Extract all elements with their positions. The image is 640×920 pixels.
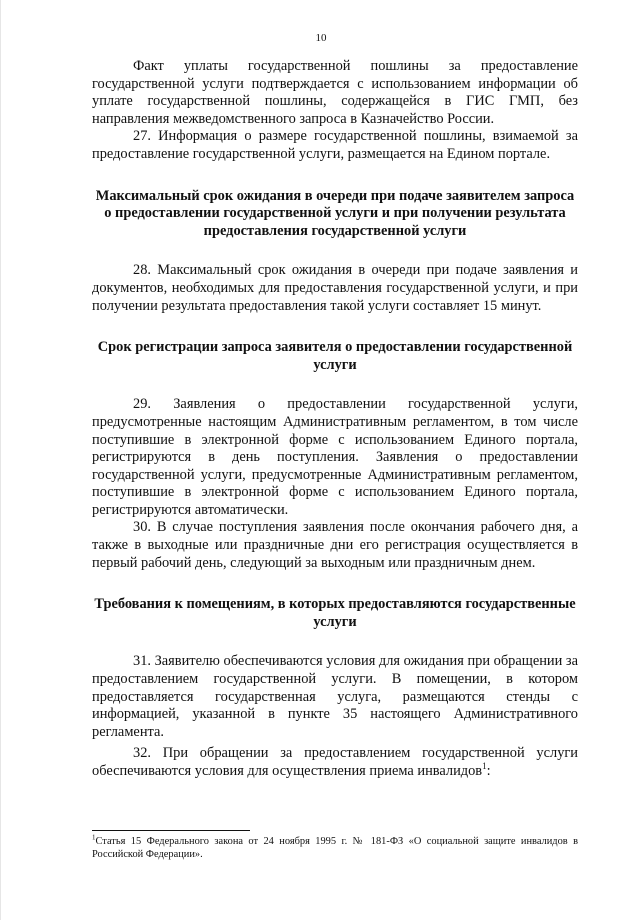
paragraph-32-end: : xyxy=(486,763,491,779)
paragraph-32 xyxy=(92,745,578,780)
paragraph-31: 31. Заявителю обеспечиваются условия для ожидания при обращении за предоставлением государственной услуги. В помещении, в котором предоставляется государственная услуга, размещаются стенды с информацией, указанной в пункте 35 настоящего Административного регламента. xyxy=(92,653,578,740)
paragraph-27: 27. Информация о размере государственной пошлины, взимаемой за предоставление государственной услуги, размещается на Едином портале. xyxy=(92,128,578,162)
paragraph-29: 29. Заявления о предоставлении государственной услуги, предусмотренные настоящим Административным регламентом, в том числе поступившие в электронной форме с использованием Единого портала, регистрируются в день поступления. Заявления о предоставлении государственной услуги, предусмотренные Административным регламентом, поступившие в электронной форме с использованием Единого портала, регистрируются автоматически. xyxy=(92,396,578,518)
heading-max-wait: Максимальный срок ожидания в очереди при подаче заявителем запроса о предоставлении государственной услуги и при получении результата предоставления государственной услуги xyxy=(95,187,575,239)
heading-registration-term: Срок регистрации запроса заявителя о предоставлении государственной услуги xyxy=(97,339,573,373)
page-content xyxy=(92,58,578,781)
page-number: 10 xyxy=(315,32,327,44)
footnote xyxy=(92,835,578,861)
paragraph-fee-payment: Факт уплаты государственной пошлины за предоставление государственной услуги подтверждается с использованием информации об уплате государственной пошлины, содержащейся в ГИС ГМП, без направления межведомственного запроса в Казначейство России. xyxy=(92,58,578,127)
paragraph-28: 28. Максимальный срок ожидания в очереди при подаче заявления и документов, необходимых для предоставления государственной услуги, и при получении результата предоставления такой услуги составляет 15 минут. xyxy=(92,262,578,314)
paragraph-30: 30. В случае поступления заявления после окончания рабочего дня, а также в выходные или праздничные дни его регистрация осуществляется в первый рабочий день, следующий за выходным или праздничным днем. xyxy=(92,519,578,571)
footnote-separator xyxy=(92,830,250,831)
paragraph-32-text: 32. При обращении за предоставлением государственной услуги обеспечиваются условия для осуществления приема инвалидов xyxy=(92,745,578,779)
heading-premises: Требования к помещениям, в которых предоставляются государственные услуги xyxy=(94,596,576,630)
footnote-text: Статья 15 Федерального закона от 24 ноября 1995 г. № 181-ФЗ «О социальной защите инвалидов в Российской Федерации». xyxy=(92,836,578,860)
footnote-number: 1 xyxy=(92,833,96,842)
footnote-marker: 1 xyxy=(482,761,487,772)
